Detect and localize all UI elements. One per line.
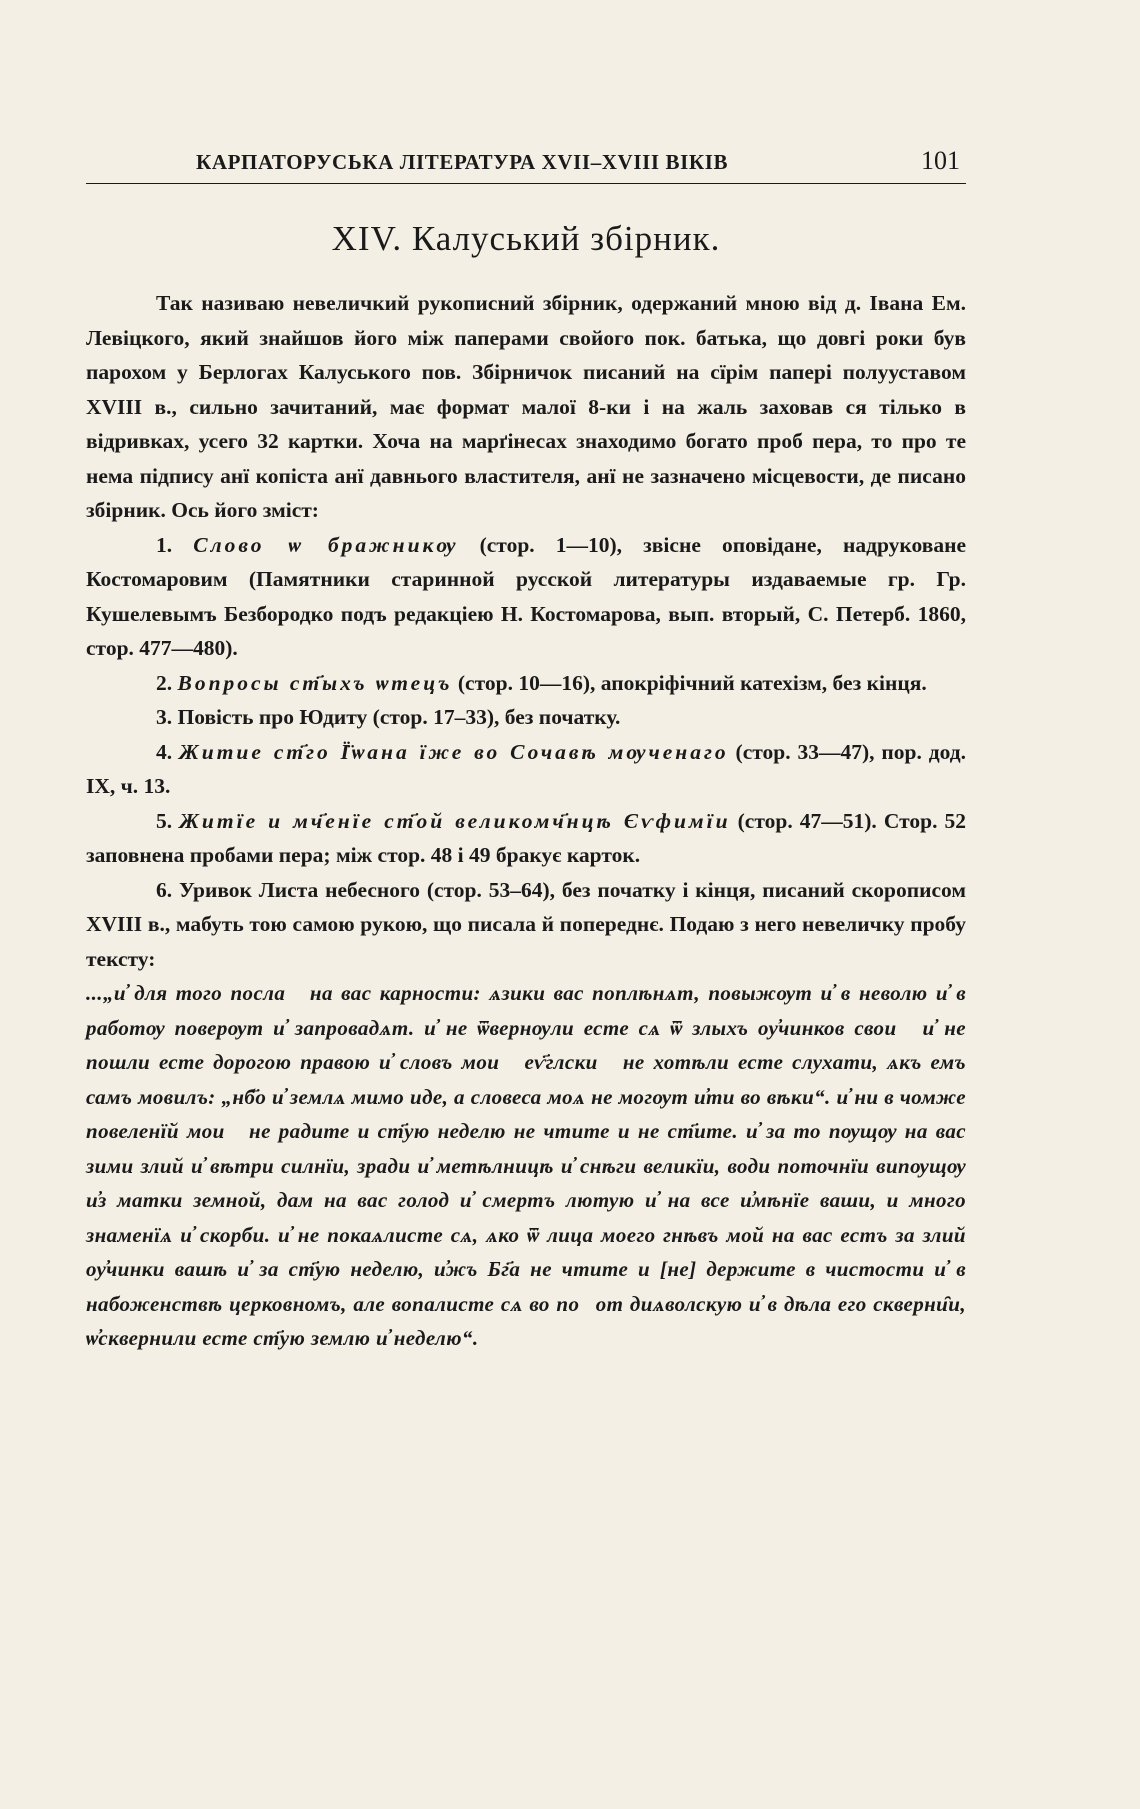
- chapter-title: XIV. Калуський збірник.: [331, 219, 721, 258]
- contents-item-4: [86, 735, 966, 804]
- item-number: 2.: [156, 670, 173, 695]
- item-number: 5.: [156, 808, 173, 833]
- slavonic-quote: ...„и҆ для того послаⷯ на вас карности: ѧзики вас поплѣнѧт, повыжѹт и҆ в неволю и҆ в работѹ поверѹт и҆ запровадѧт. и҆ не ѿвернѹли есте сѧ ѿ злыхъ оу҆чинков своиⷯ и҆ не пошли есте дорогою правою и҆ словъ моиⷯ еѵ҃глскиⷯ не хотѣли есте слухати, ѧкъ емъ самъ мовилъ: „нб҃о и҆ землѧ мимо иде, а словеса моѧ не могѹт и҆ти во вѣки“. и҆ ни в чомже повеленїй моиⷯ не радите и ст҃ую неделю не чтите и не ст҃ите. и҆ за то пѹщѹ на вас зими злий и҆ вѣтри силнїи, зради и҆ метѣлницѣ и҆ снѣги великїи, води поточнїи випѹщѹ и҆з матки земной, дам на вас голод и҆ смертъ лютую и҆ на все и҆мѣнїе ваши, и много знаменїѧ и҆ скорби. и҆ не покаѧлисте сѧ, ѧко ѿ лица моего гнѣвъ мой на вас естъ за злий оу҆чинки вашѣ и҆ за ст҃ую неделю, и҆жъ Бг҃а не чтите и [не] держите в чистости и҆ в набоженствѣ церковномъ, але вопалисте сѧ во поⷯот диѧволскую и҆ в дѣла его скверни̑и, ѡ҆сквернили есте ст҃ую землю и҆ неделю“.: [86, 981, 966, 1350]
- running-header: [86, 140, 966, 184]
- item-text: Уривок Листа небесного (стор. 53–64), без початку і кінця, писаний скорописом XVIII в., мабуть тою самою рукою, що писала й попереднє. Подаю з него невеличку пробу тексту:: [86, 877, 967, 971]
- item-number: 4.: [156, 739, 173, 764]
- contents-item-6: [86, 873, 966, 977]
- item-title: Вопросы ст҃ыхъ ѡтецъ: [177, 670, 453, 695]
- contents-item-3: [86, 700, 966, 735]
- contents-item-1: [86, 528, 966, 666]
- item-text: (стор. 47—51). Стор. 52 заповнена пробами пера; між стор. 48 і 49 бракує карток.: [86, 808, 967, 867]
- item-text: (стор. 10—16), апокріфічний катехізм, без кінця.: [457, 670, 927, 695]
- item-number: 1.: [156, 532, 173, 557]
- item-title: Житие ст҃го Ї̈ѡана їже во Сочавѣ мѹченаго: [179, 739, 729, 764]
- intro-paragraph: Так називаю невеличкий рукописний збірник, одержаний мною від д. Івана Ем. Левіцкого, який знайшов його між паперами свойого пок. батька, що довгі роки був парохом у Берлогах Калуського пов. Збірничок писаний на сїрім папері полууставом XVIII в., сильно зачитаний, має формат малої 8-ки і на жаль заховав ся тілько в відривках, усего 32 картки. Хоча на марґінесах знаходимо богато проб пера, то про те нема підпису анї копіста анї давнього властителя, анї не зазначено місцевости, де писано збірник. Ось його зміст:: [86, 291, 966, 522]
- body-text: [86, 286, 966, 1356]
- item-number: 6.: [156, 877, 173, 902]
- header-rule: [86, 183, 966, 184]
- running-title: КАРПАТОРУСЬКА ЛІТЕРАТУРА XVII–XVIII ВІКІВ: [196, 150, 729, 174]
- contents-item-2: [86, 666, 966, 701]
- item-number: 3.: [156, 705, 173, 729]
- item-text: Повість про Юдиту (стор. 17–33), без початку.: [177, 705, 621, 729]
- page-number: 101: [921, 146, 960, 175]
- item-title: Слово ѡ бражникѹ: [193, 532, 459, 557]
- item-text: (стор. 1—10), звісне оповідане, надруковане Костомаровим (Памятники старинной русской литературы издаваемые гр. Гр. Кушелевымъ Безбородко подъ редакціею Н. Костомарова, вып. вторый, С. Петерб. 1860, стор. 477—480).: [86, 532, 967, 660]
- contents-item-5: [86, 804, 966, 873]
- item-title: Житїе и мч҃енїе ст҃ой великомч҃нцѣ Єѵфимїи: [179, 808, 731, 833]
- item-text: (стор. 33—47), пор. дод. IX, ч. 13.: [86, 739, 967, 798]
- book-page: [86, 140, 966, 1356]
